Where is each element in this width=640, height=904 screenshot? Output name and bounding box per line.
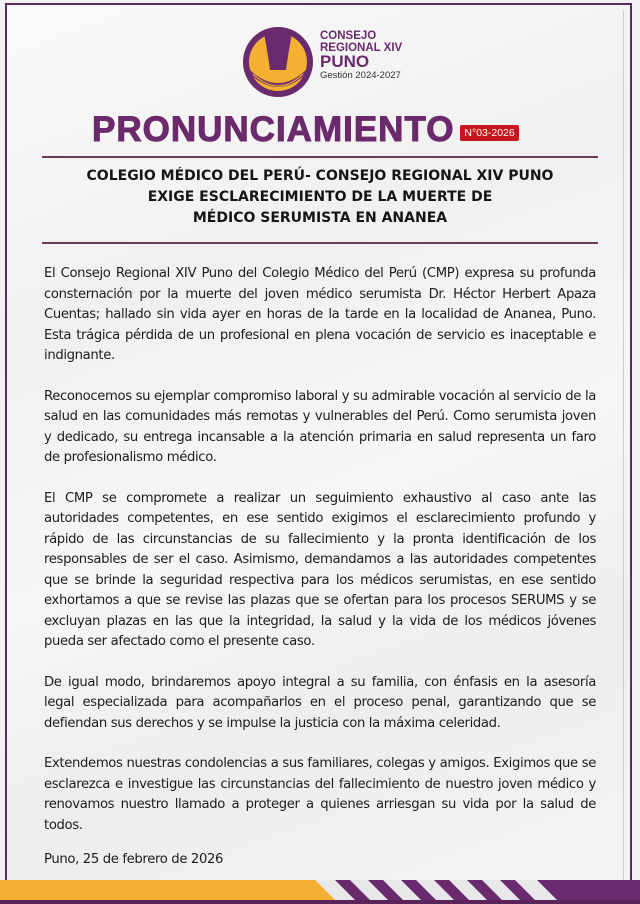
footer-band bbox=[0, 880, 640, 904]
logo bbox=[242, 22, 472, 102]
seal-icon bbox=[242, 26, 314, 98]
subtitle bbox=[42, 166, 598, 229]
logo-line-1: CONSEJO bbox=[320, 30, 377, 42]
title-row bbox=[92, 108, 572, 152]
divider-bottom bbox=[42, 242, 598, 244]
paragraph-3: El CMP se compromete a realizar un seguimiento exhaustivo al caso ante las autoridades competentes, en ese sentido exigimos el esclarecimiento profundo y rápido de las circunstancias de su fallecimiento y la pronta identificación de los responsables de ser el caso. Asimismo, demandamos a las autoridades competentes que se brinde la seguridad respectiva para los médicos serumistas, en ese sentido exhortamos a que se revise las plazas que se ofertan para los procesos SERUMS y se excluyan plazas en las que la integridad, la salud y la vida de los médicos jóvenes pueda ser afectado como el presente caso. bbox=[44, 490, 596, 649]
paragraph-4: De igual modo, brindaremos apoyo integral a su familia, con énfasis en la asesoría legal especializada para acompañarlos en el proceso penal, garantizando que se defiendan sus derechos y se impulse la justicia con la máxima celeridad. bbox=[44, 674, 596, 731]
logo-line-3: PUNO bbox=[320, 52, 370, 71]
number-badge: N°03-2026 bbox=[460, 125, 518, 141]
paragraph-1: El Consejo Regional XIV Puno del Colegio Médico del Perú (CMP) expresa su profunda consternación por la muerte del joven médico serumista Dr. Héctor Herbert Apaza Cuentas; hallado sin vida ayer en horas de la tarde en la localidad de Ananea, Puno. Esta trágica pérdida de un profesional en plena vocación de servicio es inaceptable e indignante. bbox=[44, 266, 596, 363]
subtitle-line-2: EXIGE ESCLARECIMIENTO DE LA MUERTE DE bbox=[147, 189, 493, 205]
paragraph-5: Extendemos nuestras condolencias a sus familiares, colegas y amigos. Exigimos que se esclarezca e investigue las circunstancias del fallecimiento de nuestro joven médico y renovamos nuestro llamado a proteger a quienes arriesgan su vida por la salud de todos. bbox=[44, 756, 596, 833]
logo-text bbox=[320, 30, 402, 81]
page-title: PRONUNCIAMIENTO bbox=[92, 110, 455, 149]
paragraph-2: Reconocemos su ejemplar compromiso laboral y su admirable vocación al servicio de la salud en las comunidades más remotas y vulnerables del Perú. Como serumista joven y dedicado, su entrega incansable a la atención primaria en salud representa un faro de profesionalismo médico. bbox=[44, 388, 596, 465]
logo-line-4: Gestión 2024-2027 bbox=[320, 70, 401, 81]
body bbox=[44, 264, 596, 891]
subtitle-line-1: COLEGIO MÉDICO DEL PERÚ- CONSEJO REGIONAL XIV PUNO bbox=[86, 168, 554, 184]
subtitle-line-3: MÉDICO SERUMISTA EN ANANEA bbox=[192, 210, 448, 226]
logo-line-2: REGIONAL XIV bbox=[320, 42, 403, 54]
signature-date: Puno, 25 de febrero de 2026 bbox=[44, 852, 224, 867]
divider-top bbox=[42, 156, 598, 158]
